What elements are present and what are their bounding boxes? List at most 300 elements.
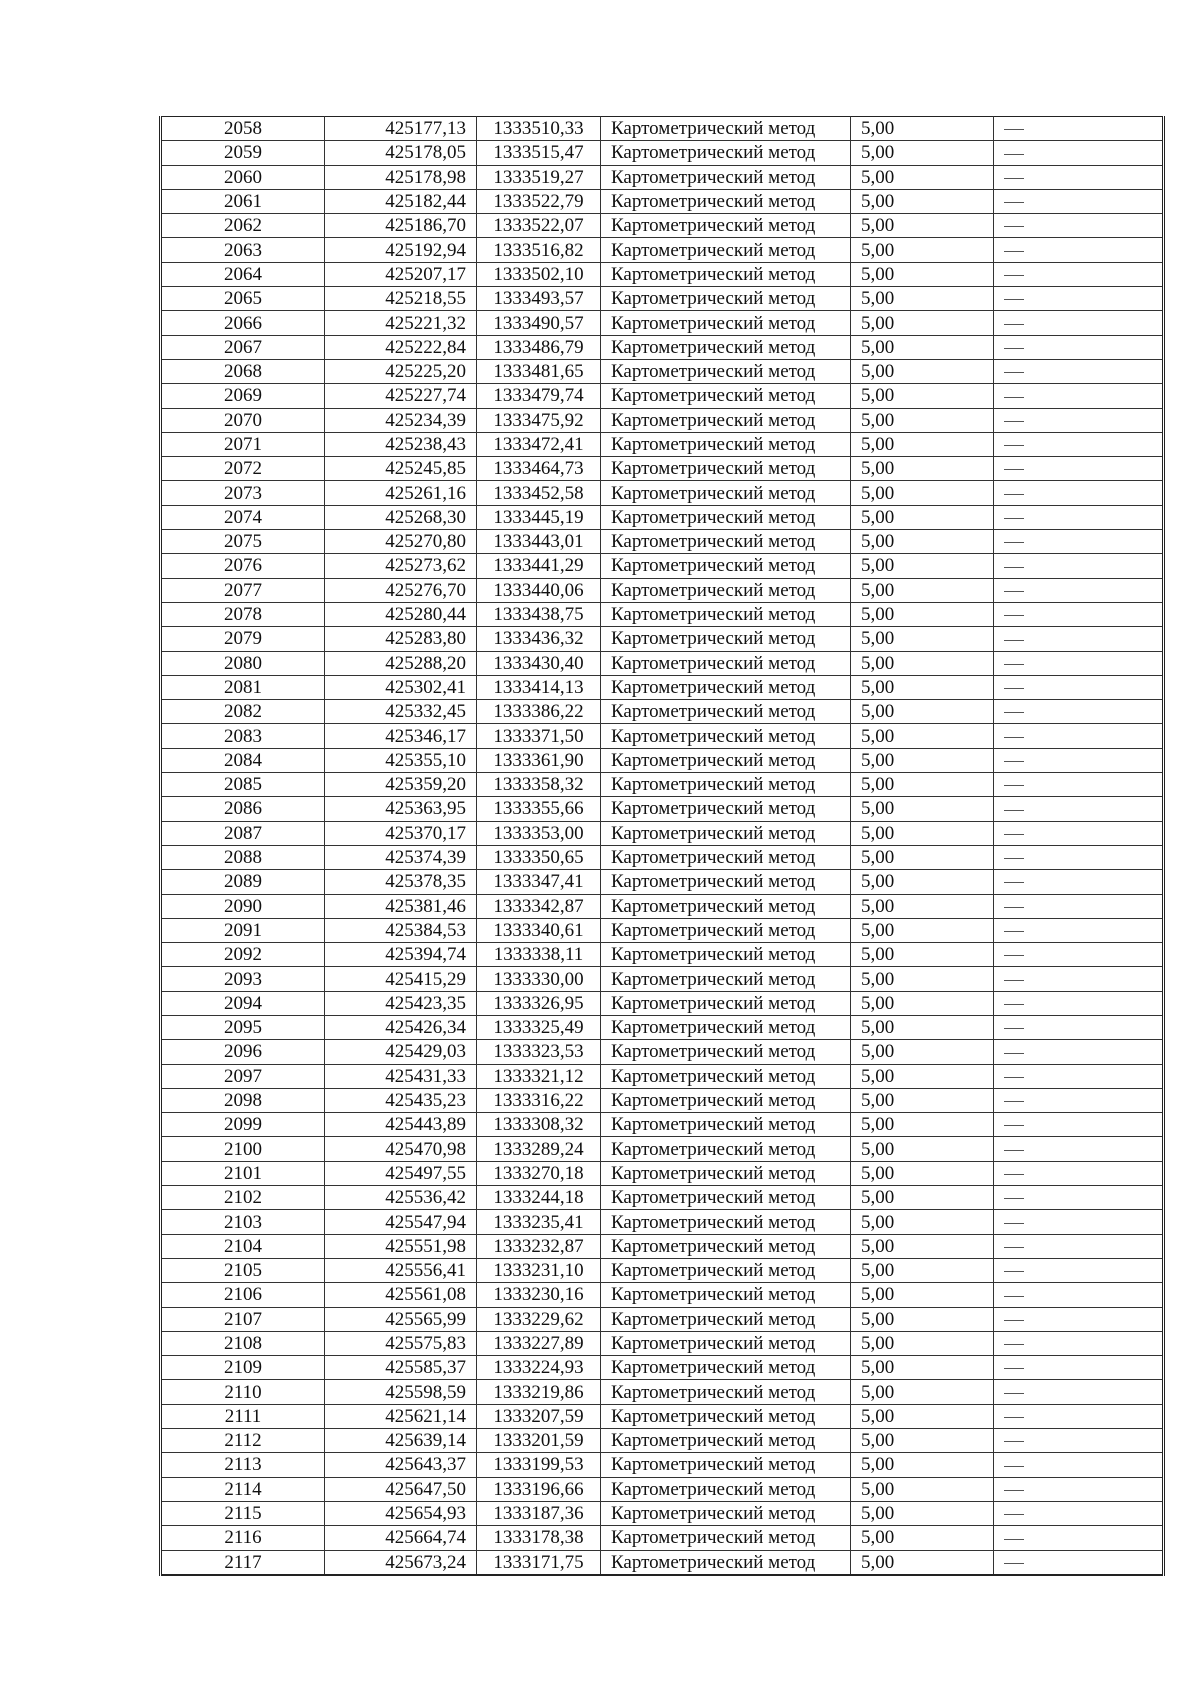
note-cell — [994, 1161, 1164, 1185]
note-cell — [994, 262, 1164, 286]
method-cell: Картометрический метод — [601, 700, 851, 724]
y-coordinate-cell: 1333430,40 — [477, 651, 601, 675]
accuracy-cell: 5,00 — [851, 943, 994, 967]
dash-mark — [1004, 1247, 1024, 1248]
dash-mark — [1004, 907, 1024, 908]
y-coordinate-cell: 1333386,22 — [477, 700, 601, 724]
note-cell — [994, 748, 1164, 772]
dash-mark — [1004, 129, 1024, 130]
y-coordinate-cell: 1333472,41 — [477, 432, 601, 456]
method-cell: Картометрический метод — [601, 1234, 851, 1258]
accuracy-cell: 5,00 — [851, 335, 994, 359]
table-row — [161, 1501, 1164, 1525]
dash-mark — [1004, 372, 1024, 373]
method-cell: Картометрический метод — [601, 1477, 851, 1501]
y-coordinate-cell: 1333353,00 — [477, 821, 601, 845]
point-number-cell: 2067 — [161, 335, 325, 359]
point-number-cell: 2088 — [161, 845, 325, 869]
y-coordinate-cell: 1333289,24 — [477, 1137, 601, 1161]
table-row — [161, 724, 1164, 748]
dash-mark — [1004, 1563, 1024, 1564]
point-number-cell: 2063 — [161, 238, 325, 262]
x-coordinate-cell: 425238,43 — [325, 432, 477, 456]
table-row — [161, 748, 1164, 772]
point-number-cell: 2089 — [161, 870, 325, 894]
accuracy-cell: 5,00 — [851, 1040, 994, 1064]
method-cell: Картометрический метод — [601, 554, 851, 578]
table-row — [161, 967, 1164, 991]
dash-mark — [1004, 1223, 1024, 1224]
note-cell — [994, 384, 1164, 408]
dash-mark — [1004, 251, 1024, 252]
table-row — [161, 1113, 1164, 1137]
method-cell: Картометрический метод — [601, 1501, 851, 1525]
table-row — [161, 675, 1164, 699]
x-coordinate-cell: 425378,35 — [325, 870, 477, 894]
accuracy-cell: 5,00 — [851, 1234, 994, 1258]
table-row — [161, 1307, 1164, 1331]
x-coordinate-cell: 425186,70 — [325, 214, 477, 238]
note-cell — [994, 1404, 1164, 1428]
point-number-cell: 2105 — [161, 1258, 325, 1282]
note-cell — [994, 1429, 1164, 1453]
table-row — [161, 1088, 1164, 1112]
note-cell — [994, 1258, 1164, 1282]
y-coordinate-cell: 1333227,89 — [477, 1331, 601, 1355]
x-coordinate-cell: 425654,93 — [325, 1501, 477, 1525]
dash-mark — [1004, 299, 1024, 300]
x-coordinate-cell: 425426,34 — [325, 1015, 477, 1039]
y-coordinate-cell: 1333436,32 — [477, 627, 601, 651]
y-coordinate-cell: 1333515,47 — [477, 141, 601, 165]
note-cell — [994, 967, 1164, 991]
table-row — [161, 1380, 1164, 1404]
dash-mark — [1004, 810, 1024, 811]
x-coordinate-cell: 425234,39 — [325, 408, 477, 432]
point-number-cell: 2090 — [161, 894, 325, 918]
note-cell — [994, 481, 1164, 505]
dash-mark — [1004, 1441, 1024, 1442]
x-coordinate-cell: 425429,03 — [325, 1040, 477, 1064]
table-row — [161, 943, 1164, 967]
x-coordinate-cell: 425673,24 — [325, 1550, 477, 1575]
accuracy-cell: 5,00 — [851, 262, 994, 286]
y-coordinate-cell: 1333219,86 — [477, 1380, 601, 1404]
method-cell: Картометрический метод — [601, 943, 851, 967]
note-cell — [994, 1113, 1164, 1137]
table-row — [161, 651, 1164, 675]
y-coordinate-cell: 1333355,66 — [477, 797, 601, 821]
dash-mark — [1004, 858, 1024, 859]
dash-mark — [1004, 1296, 1024, 1297]
dash-mark — [1004, 664, 1024, 665]
x-coordinate-cell: 425178,05 — [325, 141, 477, 165]
y-coordinate-cell: 1333338,11 — [477, 943, 601, 967]
x-coordinate-cell: 425575,83 — [325, 1331, 477, 1355]
x-coordinate-cell: 425470,98 — [325, 1137, 477, 1161]
table-row — [161, 1429, 1164, 1453]
accuracy-cell: 5,00 — [851, 505, 994, 529]
dash-mark — [1004, 567, 1024, 568]
note-cell — [994, 335, 1164, 359]
dash-mark — [1004, 1514, 1024, 1515]
accuracy-cell: 5,00 — [851, 530, 994, 554]
point-number-cell: 2091 — [161, 918, 325, 942]
table-row — [161, 1404, 1164, 1428]
y-coordinate-cell: 1333330,00 — [477, 967, 601, 991]
accuracy-cell: 5,00 — [851, 1380, 994, 1404]
dash-mark — [1004, 640, 1024, 641]
table-row — [161, 578, 1164, 602]
note-cell — [994, 627, 1164, 651]
accuracy-cell: 5,00 — [851, 870, 994, 894]
accuracy-cell: 5,00 — [851, 1015, 994, 1039]
point-number-cell: 2077 — [161, 578, 325, 602]
table-row — [161, 1550, 1164, 1575]
dash-mark — [1004, 469, 1024, 470]
dash-mark — [1004, 737, 1024, 738]
method-cell: Картометрический метод — [601, 1137, 851, 1161]
accuracy-cell: 5,00 — [851, 1307, 994, 1331]
note-cell — [994, 432, 1164, 456]
y-coordinate-cell: 1333235,41 — [477, 1210, 601, 1234]
x-coordinate-cell: 425288,20 — [325, 651, 477, 675]
y-coordinate-cell: 1333347,41 — [477, 870, 601, 894]
method-cell: Картометрический метод — [601, 432, 851, 456]
dash-mark — [1004, 494, 1024, 495]
y-coordinate-cell: 1333231,10 — [477, 1258, 601, 1282]
point-number-cell: 2058 — [161, 117, 325, 141]
point-number-cell: 2113 — [161, 1453, 325, 1477]
y-coordinate-cell: 1333438,75 — [477, 602, 601, 626]
method-cell: Картометрический метод — [601, 481, 851, 505]
point-number-cell: 2084 — [161, 748, 325, 772]
accuracy-cell: 5,00 — [851, 991, 994, 1015]
y-coordinate-cell: 1333490,57 — [477, 311, 601, 335]
x-coordinate-cell: 425431,33 — [325, 1064, 477, 1088]
y-coordinate-cell: 1333326,95 — [477, 991, 601, 1015]
y-coordinate-cell: 1333414,13 — [477, 675, 601, 699]
note-cell — [994, 675, 1164, 699]
dash-mark — [1004, 955, 1024, 956]
method-cell: Картометрический метод — [601, 1356, 851, 1380]
point-number-cell: 2096 — [161, 1040, 325, 1064]
method-cell: Картометрический метод — [601, 262, 851, 286]
dash-mark — [1004, 785, 1024, 786]
note-cell — [994, 1015, 1164, 1039]
x-coordinate-cell: 425561,08 — [325, 1283, 477, 1307]
x-coordinate-cell: 425221,32 — [325, 311, 477, 335]
table-row — [161, 408, 1164, 432]
y-coordinate-cell: 1333519,27 — [477, 165, 601, 189]
table-row — [161, 554, 1164, 578]
point-number-cell: 2092 — [161, 943, 325, 967]
x-coordinate-cell: 425276,70 — [325, 578, 477, 602]
y-coordinate-cell: 1333486,79 — [477, 335, 601, 359]
dash-mark — [1004, 1125, 1024, 1126]
dash-mark — [1004, 275, 1024, 276]
x-coordinate-cell: 425497,55 — [325, 1161, 477, 1185]
accuracy-cell: 5,00 — [851, 675, 994, 699]
table-row — [161, 384, 1164, 408]
y-coordinate-cell: 1333232,87 — [477, 1234, 601, 1258]
method-cell: Картометрический метод — [601, 651, 851, 675]
method-cell: Картометрический метод — [601, 530, 851, 554]
table-row — [161, 530, 1164, 554]
table-row — [161, 311, 1164, 335]
note-cell — [994, 1453, 1164, 1477]
x-coordinate-cell: 425355,10 — [325, 748, 477, 772]
accuracy-cell: 5,00 — [851, 554, 994, 578]
y-coordinate-cell: 1333308,32 — [477, 1113, 601, 1137]
accuracy-cell: 5,00 — [851, 627, 994, 651]
table-row — [161, 432, 1164, 456]
method-cell: Картометрический метод — [601, 457, 851, 481]
table-row — [161, 845, 1164, 869]
dash-mark — [1004, 761, 1024, 762]
table-row — [161, 1331, 1164, 1355]
x-coordinate-cell: 425270,80 — [325, 530, 477, 554]
accuracy-cell: 5,00 — [851, 481, 994, 505]
point-number-cell: 2115 — [161, 1501, 325, 1525]
method-cell: Картометрический метод — [601, 748, 851, 772]
y-coordinate-cell: 1333199,53 — [477, 1453, 601, 1477]
dash-mark — [1004, 397, 1024, 398]
accuracy-cell: 5,00 — [851, 918, 994, 942]
x-coordinate-cell: 425547,94 — [325, 1210, 477, 1234]
table-row — [161, 602, 1164, 626]
x-coordinate-cell: 425346,17 — [325, 724, 477, 748]
table-row — [161, 1356, 1164, 1380]
method-cell: Картометрический метод — [601, 117, 851, 141]
dash-mark — [1004, 688, 1024, 689]
accuracy-cell: 5,00 — [851, 408, 994, 432]
accuracy-cell: 5,00 — [851, 1064, 994, 1088]
y-coordinate-cell: 1333522,07 — [477, 214, 601, 238]
x-coordinate-cell: 425177,13 — [325, 117, 477, 141]
table-row — [161, 627, 1164, 651]
x-coordinate-cell: 425435,23 — [325, 1088, 477, 1112]
note-cell — [994, 1210, 1164, 1234]
method-cell: Картометрический метод — [601, 1210, 851, 1234]
y-coordinate-cell: 1333178,38 — [477, 1526, 601, 1550]
x-coordinate-cell: 425370,17 — [325, 821, 477, 845]
note-cell — [994, 1307, 1164, 1331]
method-cell: Картометрический метод — [601, 797, 851, 821]
dash-mark — [1004, 445, 1024, 446]
method-cell: Картометрический метод — [601, 627, 851, 651]
accuracy-cell: 5,00 — [851, 432, 994, 456]
accuracy-cell: 5,00 — [851, 1501, 994, 1525]
point-number-cell: 2062 — [161, 214, 325, 238]
method-cell: Картометрический метод — [601, 1161, 851, 1185]
dash-mark — [1004, 348, 1024, 349]
dash-mark — [1004, 1539, 1024, 1540]
dash-mark — [1004, 226, 1024, 227]
table-row — [161, 335, 1164, 359]
y-coordinate-cell: 1333171,75 — [477, 1550, 601, 1575]
x-coordinate-cell: 425261,16 — [325, 481, 477, 505]
x-coordinate-cell: 425273,62 — [325, 554, 477, 578]
note-cell — [994, 505, 1164, 529]
y-coordinate-cell: 1333270,18 — [477, 1161, 601, 1185]
method-cell: Картометрический метод — [601, 1429, 851, 1453]
x-coordinate-cell: 425423,35 — [325, 991, 477, 1015]
x-coordinate-cell: 425415,29 — [325, 967, 477, 991]
dash-mark — [1004, 1271, 1024, 1272]
dash-mark — [1004, 1077, 1024, 1078]
x-coordinate-cell: 425359,20 — [325, 773, 477, 797]
y-coordinate-cell: 1333230,16 — [477, 1283, 601, 1307]
method-cell: Картометрический метод — [601, 408, 851, 432]
method-cell: Картометрический метод — [601, 238, 851, 262]
accuracy-cell: 5,00 — [851, 1550, 994, 1575]
x-coordinate-cell: 425647,50 — [325, 1477, 477, 1501]
point-number-cell: 2116 — [161, 1526, 325, 1550]
dash-mark — [1004, 591, 1024, 592]
point-number-cell: 2093 — [161, 967, 325, 991]
table-row — [161, 821, 1164, 845]
accuracy-cell: 5,00 — [851, 773, 994, 797]
note-cell — [994, 1088, 1164, 1112]
accuracy-cell: 5,00 — [851, 141, 994, 165]
point-number-cell: 2095 — [161, 1015, 325, 1039]
y-coordinate-cell: 1333244,18 — [477, 1186, 601, 1210]
note-cell — [994, 724, 1164, 748]
point-number-cell: 2103 — [161, 1210, 325, 1234]
accuracy-cell: 5,00 — [851, 578, 994, 602]
x-coordinate-cell: 425621,14 — [325, 1404, 477, 1428]
point-number-cell: 2073 — [161, 481, 325, 505]
method-cell: Картометрический метод — [601, 821, 851, 845]
accuracy-cell: 5,00 — [851, 1526, 994, 1550]
method-cell: Картометрический метод — [601, 845, 851, 869]
method-cell: Картометрический метод — [601, 991, 851, 1015]
dash-mark — [1004, 421, 1024, 422]
table-row — [161, 287, 1164, 311]
note-cell — [994, 651, 1164, 675]
method-cell: Картометрический метод — [601, 359, 851, 383]
accuracy-cell: 5,00 — [851, 1161, 994, 1185]
table-row — [161, 189, 1164, 213]
accuracy-cell: 5,00 — [851, 287, 994, 311]
x-coordinate-cell: 425381,46 — [325, 894, 477, 918]
point-number-cell: 2100 — [161, 1137, 325, 1161]
table-row — [161, 1283, 1164, 1307]
table-row — [161, 1064, 1164, 1088]
note-cell — [994, 1040, 1164, 1064]
accuracy-cell: 5,00 — [851, 214, 994, 238]
y-coordinate-cell: 1333325,49 — [477, 1015, 601, 1039]
y-coordinate-cell: 1333340,61 — [477, 918, 601, 942]
x-coordinate-cell: 425556,41 — [325, 1258, 477, 1282]
note-cell — [994, 578, 1164, 602]
method-cell: Картометрический метод — [601, 1526, 851, 1550]
point-number-cell: 2114 — [161, 1477, 325, 1501]
x-coordinate-cell: 425443,89 — [325, 1113, 477, 1137]
table-row — [161, 1477, 1164, 1501]
note-cell — [994, 1380, 1164, 1404]
point-number-cell: 2064 — [161, 262, 325, 286]
point-number-cell: 2117 — [161, 1550, 325, 1575]
method-cell: Картометрический метод — [601, 1186, 851, 1210]
dash-mark — [1004, 1101, 1024, 1102]
accuracy-cell: 5,00 — [851, 1113, 994, 1137]
accuracy-cell: 5,00 — [851, 845, 994, 869]
x-coordinate-cell: 425245,85 — [325, 457, 477, 481]
point-number-cell: 2065 — [161, 287, 325, 311]
method-cell: Картометрический метод — [601, 141, 851, 165]
accuracy-cell: 5,00 — [851, 602, 994, 626]
note-cell — [994, 821, 1164, 845]
method-cell: Картометрический метод — [601, 1404, 851, 1428]
method-cell: Картометрический метод — [601, 1258, 851, 1282]
note-cell — [994, 1234, 1164, 1258]
point-number-cell: 2080 — [161, 651, 325, 675]
note-cell — [994, 1501, 1164, 1525]
table-row — [161, 262, 1164, 286]
method-cell: Картометрический метод — [601, 1015, 851, 1039]
note-cell — [994, 554, 1164, 578]
y-coordinate-cell: 1333323,53 — [477, 1040, 601, 1064]
accuracy-cell: 5,00 — [851, 1429, 994, 1453]
y-coordinate-cell: 1333443,01 — [477, 530, 601, 554]
dash-mark — [1004, 931, 1024, 932]
y-coordinate-cell: 1333321,12 — [477, 1064, 601, 1088]
method-cell: Картометрический метод — [601, 1307, 851, 1331]
table-row — [161, 797, 1164, 821]
table-row — [161, 1137, 1164, 1161]
note-cell — [994, 189, 1164, 213]
x-coordinate-cell: 425639,14 — [325, 1429, 477, 1453]
point-number-cell: 2108 — [161, 1331, 325, 1355]
accuracy-cell: 5,00 — [851, 238, 994, 262]
x-coordinate-cell: 425182,44 — [325, 189, 477, 213]
y-coordinate-cell: 1333229,62 — [477, 1307, 601, 1331]
x-coordinate-cell: 425664,74 — [325, 1526, 477, 1550]
note-cell — [994, 918, 1164, 942]
x-coordinate-cell: 425268,30 — [325, 505, 477, 529]
note-cell — [994, 165, 1164, 189]
method-cell: Картометрический метод — [601, 1040, 851, 1064]
point-number-cell: 2098 — [161, 1088, 325, 1112]
method-cell: Картометрический метод — [601, 1331, 851, 1355]
dash-mark — [1004, 1174, 1024, 1175]
accuracy-cell: 5,00 — [851, 1186, 994, 1210]
point-number-cell: 2087 — [161, 821, 325, 845]
x-coordinate-cell: 425283,80 — [325, 627, 477, 651]
method-cell: Картометрический метод — [601, 1550, 851, 1575]
dash-mark — [1004, 834, 1024, 835]
x-coordinate-cell: 425280,44 — [325, 602, 477, 626]
y-coordinate-cell: 1333441,29 — [477, 554, 601, 578]
accuracy-cell: 5,00 — [851, 1137, 994, 1161]
accuracy-cell: 5,00 — [851, 894, 994, 918]
accuracy-cell: 5,00 — [851, 967, 994, 991]
method-cell: Картометрический метод — [601, 214, 851, 238]
y-coordinate-cell: 1333201,59 — [477, 1429, 601, 1453]
accuracy-cell: 5,00 — [851, 748, 994, 772]
note-cell — [994, 359, 1164, 383]
method-cell: Картометрический метод — [601, 773, 851, 797]
method-cell: Картометрический метод — [601, 1064, 851, 1088]
x-coordinate-cell: 425565,99 — [325, 1307, 477, 1331]
point-number-cell: 2101 — [161, 1161, 325, 1185]
x-coordinate-cell: 425551,98 — [325, 1234, 477, 1258]
y-coordinate-cell: 1333452,58 — [477, 481, 601, 505]
note-cell — [994, 602, 1164, 626]
note-cell — [994, 238, 1164, 262]
